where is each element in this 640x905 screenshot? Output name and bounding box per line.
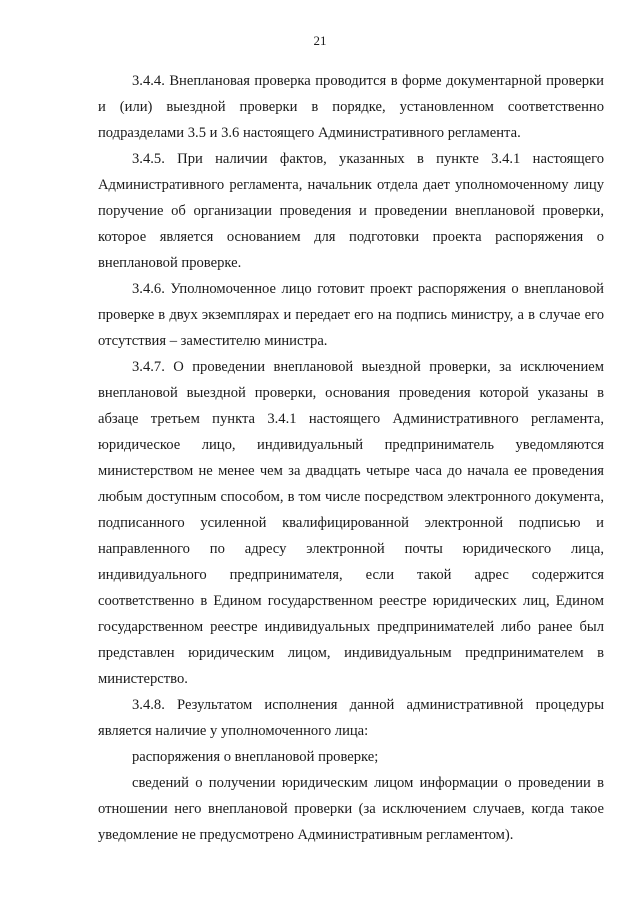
- result-item-notification: сведений о получении юридическим лицом информации о проведении в отношении него внеплановой проверки (за исключением случаев, когда такое уведомление не предусмотрено Административным регламентом).: [98, 775, 604, 843]
- paragraph-3-4-5: 3.4.5. При наличии фактов, указанных в пункте 3.4.1 настоящего Административного регламента, начальник отдела дает уполномоченному лицу поручение об организации проведения и проведении внеплановой проверки, которое является основанием для подготовки проекта распоряжения о внеплановой проверке.: [98, 151, 604, 271]
- result-item-order: распоряжения о внеплановой проверке;: [132, 749, 379, 765]
- paragraph-3-4-4: 3.4.4. Внеплановая проверка проводится в форме документарной проверки и (или) выездной проверки в порядке, установленном соответственно подразделами 3.5 и 3.6 настоящего Административного регламента.: [98, 73, 604, 141]
- document-body: [98, 68, 604, 848]
- paragraph-3-4-7: 3.4.7. О проведении внеплановой выездной проверки, за исключением внеплановой выездной проверки, основания проведения которой указаны в абзаце третьем пункта 3.4.1 настоящего Административного регламента, юридическое лицо, индивидуальный предприниматель уведомляются министерством не менее чем за двадцать четыре часа до начала ее проведения любым доступным способом, в том числе посредством электронного документа, подписанного усиленной квалифицированной электронной подписью и направленного по адресу электронной почты юридического лица, индивидуального предпринимателя, если такой адрес содержится соответственно в Едином государственном реестре юридических лиц, Едином государственном реестре индивидуальных предпринимателей либо ранее был представлен юридическим лицом, индивидуальным предпринимателем в министерство.: [98, 359, 604, 687]
- paragraph-3-4-8: 3.4.8. Результатом исполнения данной административной процедуры является наличие у уполномоченного лица:: [98, 697, 604, 739]
- paragraph-3-4-6: 3.4.6. Уполномоченное лицо готовит проект распоряжения о внеплановой проверке в двух экземплярах и передает его на подпись министру, а в случае его отсутствия – заместителю министра.: [98, 281, 604, 349]
- page-number: 21: [313, 33, 327, 48]
